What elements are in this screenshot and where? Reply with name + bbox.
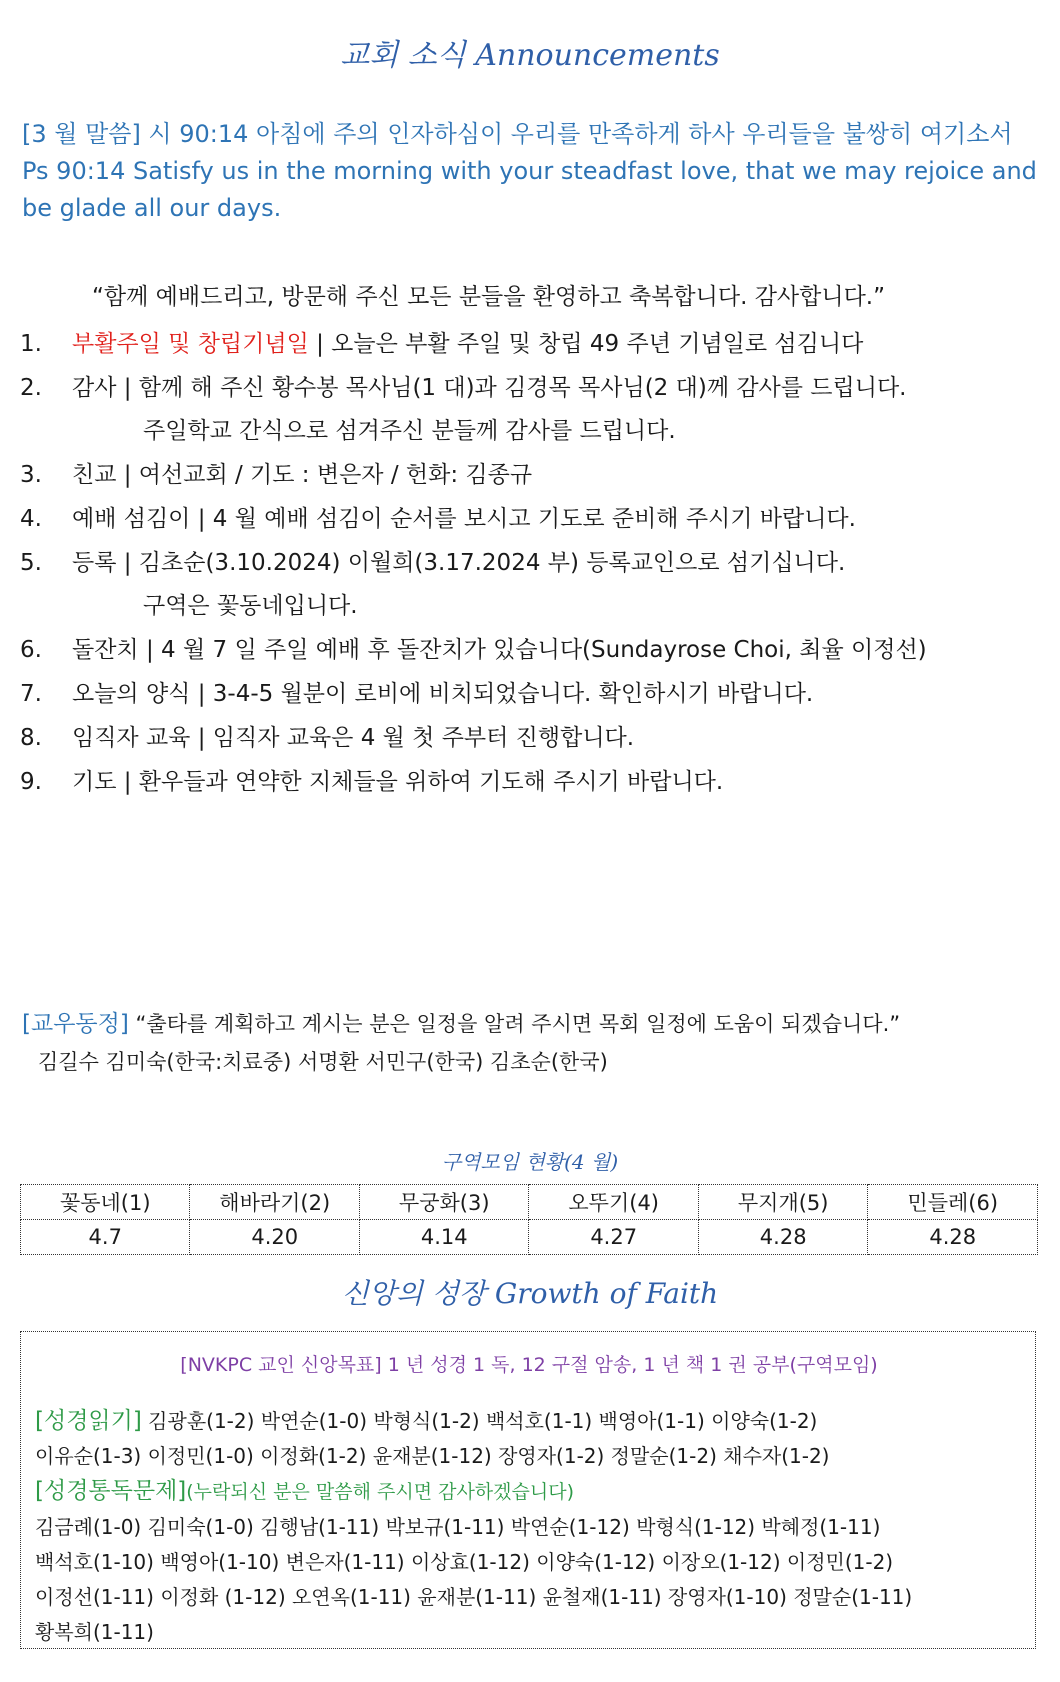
quiz-note: (누락되신 분은 말씀해 주시면 감사하겠습니다) bbox=[186, 1481, 574, 1503]
item-text: 등록 | 김초순(3.10.2024) 이월희(3.17.2024 부) 등록교인으로 섬기십니다. bbox=[72, 550, 846, 576]
meeting-date: 4.14 bbox=[359, 1220, 528, 1255]
item-number: 4. bbox=[20, 506, 42, 532]
list-item-continuation bbox=[20, 410, 1040, 453]
member-news-names: 김길수 김미숙(한국:치료중) 서명환 서민구(한국) 김초순(한국) bbox=[38, 1050, 608, 1074]
meeting-date: 4.20 bbox=[190, 1220, 359, 1255]
quiz-line: 김금례(1-0) 김미숙(1-0) 김행남(1-11) 박보규(1-11) 박연순(1-12) 박형식(1-12) 박혜정(1-11) bbox=[35, 1515, 881, 1539]
verse-english-1: Ps 90:14 Satisfy us in the morning with your steadfast love, that we may rejoice and bbox=[22, 157, 1037, 185]
item-text: 임직자 교육 | 임직자 교육은 4 월 첫 주부터 진행합니다. bbox=[72, 725, 635, 751]
verse-english-2: be glade all our days. bbox=[22, 194, 282, 222]
item-text: 오늘의 양식 | 3-4-5 월분이 로비에 비치되었습니다. 확인하시기 바랍니다. bbox=[72, 681, 814, 707]
item-text: 예배 섬김이 | 4 월 예배 섬김이 순서를 보시고 기도로 준비해 주시기 바랍니다. bbox=[72, 506, 856, 532]
group-name: 무궁화(3) bbox=[359, 1185, 528, 1220]
item-text: 감사 | 함께 해 주신 황수봉 목사님(1 대)과 김경목 목사님(2 대)께 감사를 드립니다. bbox=[72, 375, 907, 401]
member-news-message: “출타를 계획하고 계시는 분은 일정을 알려 주시면 목회 일정에 도움이 되겠습니다.” bbox=[128, 1012, 901, 1036]
list-item-continuation bbox=[20, 585, 1040, 628]
item-text: 기도 | 환우들과 연약한 지체들을 위하여 기도해 주시기 바랍니다. bbox=[72, 769, 724, 795]
cell-meetings-title: 구역모임 현황(4 월) bbox=[441, 1150, 619, 1174]
quiz-line: 황복희(1-11) bbox=[35, 1620, 154, 1644]
reading-line: 이유순(1-3) 이정민(1-0) 이정화(1-2) 윤재분(1-12) 장영자(1-2) 정말순(1-2) 채수자(1-2) bbox=[35, 1444, 830, 1468]
item-number: 7. bbox=[20, 681, 42, 707]
member-news-tag: [교우동정] bbox=[22, 1011, 129, 1037]
item-number: 8. bbox=[20, 725, 42, 751]
reading-line: 김광훈(1-2) 박연순(1-0) 박형식(1-2) 백석호(1-1) 백영아(1-1) 이양숙(1-2) bbox=[141, 1409, 818, 1433]
growth-title: 신앙의 성장 Growth of Faith bbox=[341, 1277, 719, 1310]
item-number: 3. bbox=[20, 462, 42, 488]
item-number: 5. bbox=[20, 550, 42, 576]
group-name: 꽃동네(1) bbox=[21, 1185, 190, 1220]
list-item bbox=[20, 760, 1040, 804]
table-row bbox=[21, 1185, 1038, 1220]
quiz-label: [성경통독문제] bbox=[35, 1478, 187, 1504]
growth-box bbox=[20, 1331, 1036, 1649]
group-name: 오뚜기(4) bbox=[529, 1185, 698, 1220]
monthly-verse bbox=[22, 116, 1042, 227]
item-text: 친교 | 여선교회 / 기도 : 변은자 / 헌화: 김종규 bbox=[72, 462, 533, 488]
item-number: 2. bbox=[20, 375, 42, 401]
meeting-date: 4.28 bbox=[868, 1220, 1038, 1255]
meeting-date: 4.7 bbox=[21, 1220, 190, 1255]
item-text: 돌잔치 | 4 월 7 일 주일 예배 후 돌잔치가 있습니다(Sundayrose Choi, 최율 이정선) bbox=[72, 637, 927, 663]
list-item bbox=[20, 628, 1040, 672]
item-text: | 오늘은 부활 주일 및 창립 49 주년 기념일로 섬김니다 bbox=[308, 331, 864, 357]
verse-korean: [3 월 말씀] 시 90:14 아침에 주의 인자하심이 우리를 만족하게 하사 우리들을 불쌍히 여기소서 bbox=[22, 120, 1013, 148]
faith-goal: [NVKPC 교인 신앙목표] 1 년 성경 1 독, 12 구절 암송, 1 년 책 1 권 공부(구역모임) bbox=[180, 1354, 878, 1376]
page-title: 교회 소식 Announcements bbox=[340, 38, 720, 73]
reading-label: [성경읽기] bbox=[35, 1408, 142, 1434]
list-item bbox=[20, 672, 1040, 716]
announcement-list bbox=[20, 322, 1040, 804]
list-item bbox=[20, 716, 1040, 760]
member-news bbox=[22, 1005, 900, 1081]
group-name: 민들레(6) bbox=[868, 1185, 1038, 1220]
item-number: 9. bbox=[20, 769, 42, 795]
list-item bbox=[20, 366, 1040, 410]
welcome-message: “함께 예배드리고, 방문해 주신 모든 분들을 환영하고 축복합니다. 감사합니다.” bbox=[92, 284, 886, 310]
item-highlight: 부활주일 및 창립기념일 bbox=[72, 331, 309, 357]
list-item bbox=[20, 497, 1040, 541]
list-item bbox=[20, 541, 1040, 585]
cell-meetings-table bbox=[20, 1184, 1038, 1255]
item-number: 1. bbox=[20, 331, 42, 357]
list-item bbox=[20, 322, 1040, 366]
growth-records bbox=[35, 1404, 1025, 1650]
item-text: 주일학교 간식으로 섬겨주신 분들께 감사를 드립니다. bbox=[143, 418, 676, 444]
list-item bbox=[20, 453, 1040, 497]
item-number: 6. bbox=[20, 637, 42, 663]
meeting-date: 4.27 bbox=[529, 1220, 698, 1255]
item-text: 구역은 꽃동네입니다. bbox=[143, 593, 358, 619]
table-row bbox=[21, 1220, 1038, 1255]
group-name: 해바라기(2) bbox=[190, 1185, 359, 1220]
quiz-line: 이정선(1-11) 이정화 (1-12) 오연옥(1-11) 윤재분(1-11) 윤철재(1-11) 장영자(1-10) 정말순(1-11) bbox=[35, 1585, 913, 1609]
quiz-line: 백석호(1-10) 백영아(1-10) 변은자(1-11) 이상효(1-12) 이양숙(1-12) 이장오(1-12) 이정민(1-2) bbox=[35, 1550, 894, 1574]
group-name: 무지개(5) bbox=[698, 1185, 867, 1220]
meeting-date: 4.28 bbox=[698, 1220, 867, 1255]
